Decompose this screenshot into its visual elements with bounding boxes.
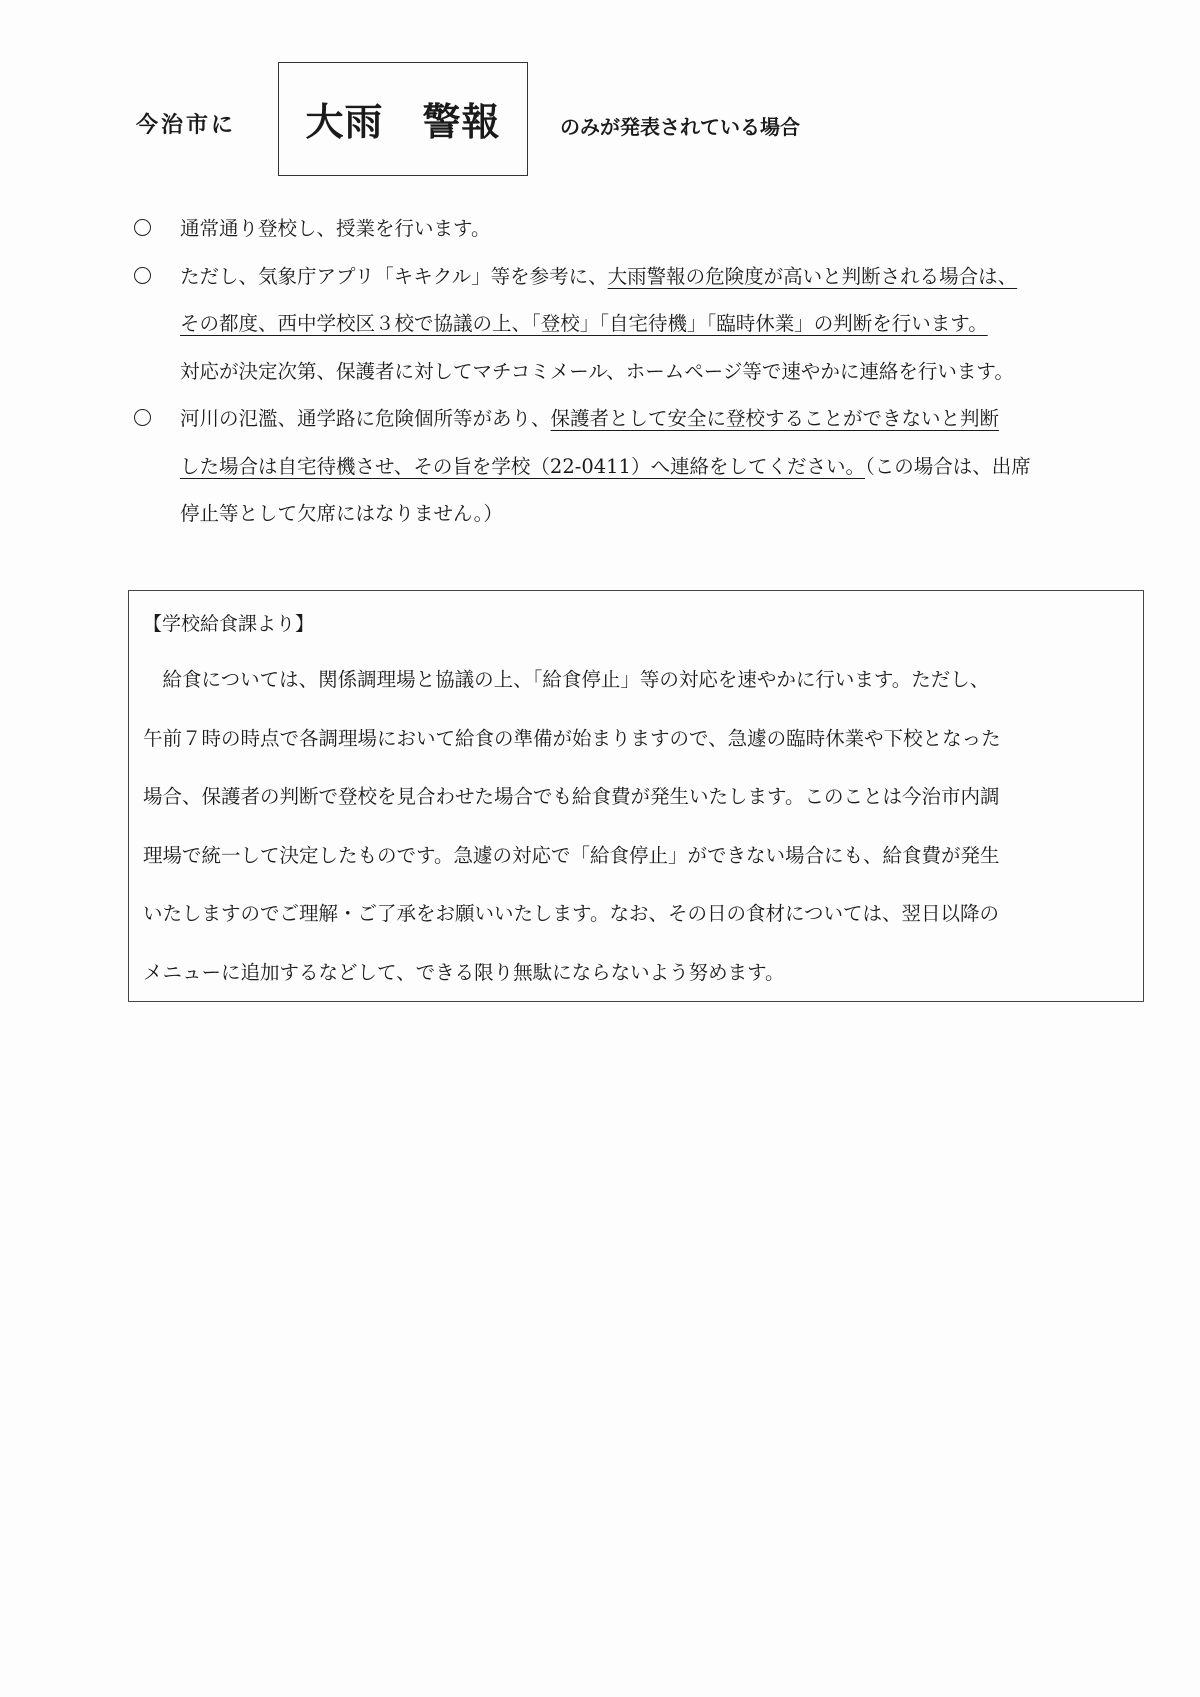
bullet-item: [134, 395, 1134, 538]
underlined-text: 大雨警報の危険度が高いと判断される場合は、: [607, 264, 1018, 288]
bullet-text: ただし、気象庁アプリ「キキクル」等を参考に、: [180, 264, 608, 288]
warning-box: [278, 62, 528, 176]
bullet-line: [180, 490, 1134, 538]
bullet-list: [134, 205, 1134, 538]
circle-bullet-icon: [134, 205, 151, 254]
lunch-line: 給食については、関係調理場と協議の上、「給食停止」等の対応を速やかに行います。ただし、: [143, 668, 990, 691]
lunch-body: [143, 651, 1133, 1002]
underlined-text: 保護者として安全に登校することができないと判断: [550, 407, 1000, 430]
notice-header: [136, 62, 1036, 178]
bullet-line: [180, 348, 1134, 396]
lunch-line: 午前７時の時点で各調理場において給食の準備が始まりますので、急遽の臨時休業や下校となった: [143, 726, 1001, 750]
bullet-item: [134, 205, 1134, 253]
lunch-line: メニューに追加するなどして、できる限り無駄にならないよう努めます。: [143, 960, 785, 984]
bullet-item: [134, 253, 1134, 396]
bullet-text: （この場合は、出席: [864, 454, 1031, 478]
circle-bullet-icon: [134, 395, 151, 444]
bullet-text: 停止等として欠席にはなりません。）: [180, 502, 503, 525]
bullet-text: 対応が決定次第、保護者に対してマチコミメール、ホームページ等で速やかに連絡を行います。: [180, 359, 1014, 383]
bullet-line: [180, 300, 1134, 348]
lunch-line: いたしますのでご理解・ご了承をお願いいたします。なお、その日の食材については、翌日以降の: [143, 902, 1000, 925]
header-prefix: 今治市に: [136, 113, 237, 138]
underlined-text: した場合は自宅待機させ、その旨を学校（22-0411）へ連絡をしてください。: [180, 454, 865, 478]
bullet-line: [180, 443, 1134, 491]
header-suffix: のみが発表されている場合: [560, 115, 800, 139]
lunch-line: 場合、保護者の判断で登校を見合わせた場合でも給食費が発生いたします。このことは今治市内調: [143, 785, 1000, 808]
lunch-line: 理場で統一して決定したものです。急遽の対応で「給食停止」ができない場合にも、給食費が発生: [143, 843, 1000, 867]
lunch-heading: 【学校給食課より】: [143, 613, 315, 635]
school-lunch-notice-box: [128, 590, 1144, 1002]
bullet-text: 河川の氾濫、通学路に危険個所等があり、: [180, 407, 551, 430]
bullet-line: [180, 395, 1134, 443]
bullet-line: [180, 205, 1134, 253]
bullet-line: [180, 253, 1134, 301]
bullet-text: 通常通り登校し、授業を行います。: [180, 217, 491, 240]
circle-bullet-icon: [134, 253, 151, 302]
underlined-text: その都度、西中学校区３校で協議の上、「登校」「自宅待機」「臨時休業」の判断を行います。: [180, 312, 988, 335]
warning-title: 大雨 警報: [305, 100, 501, 144]
